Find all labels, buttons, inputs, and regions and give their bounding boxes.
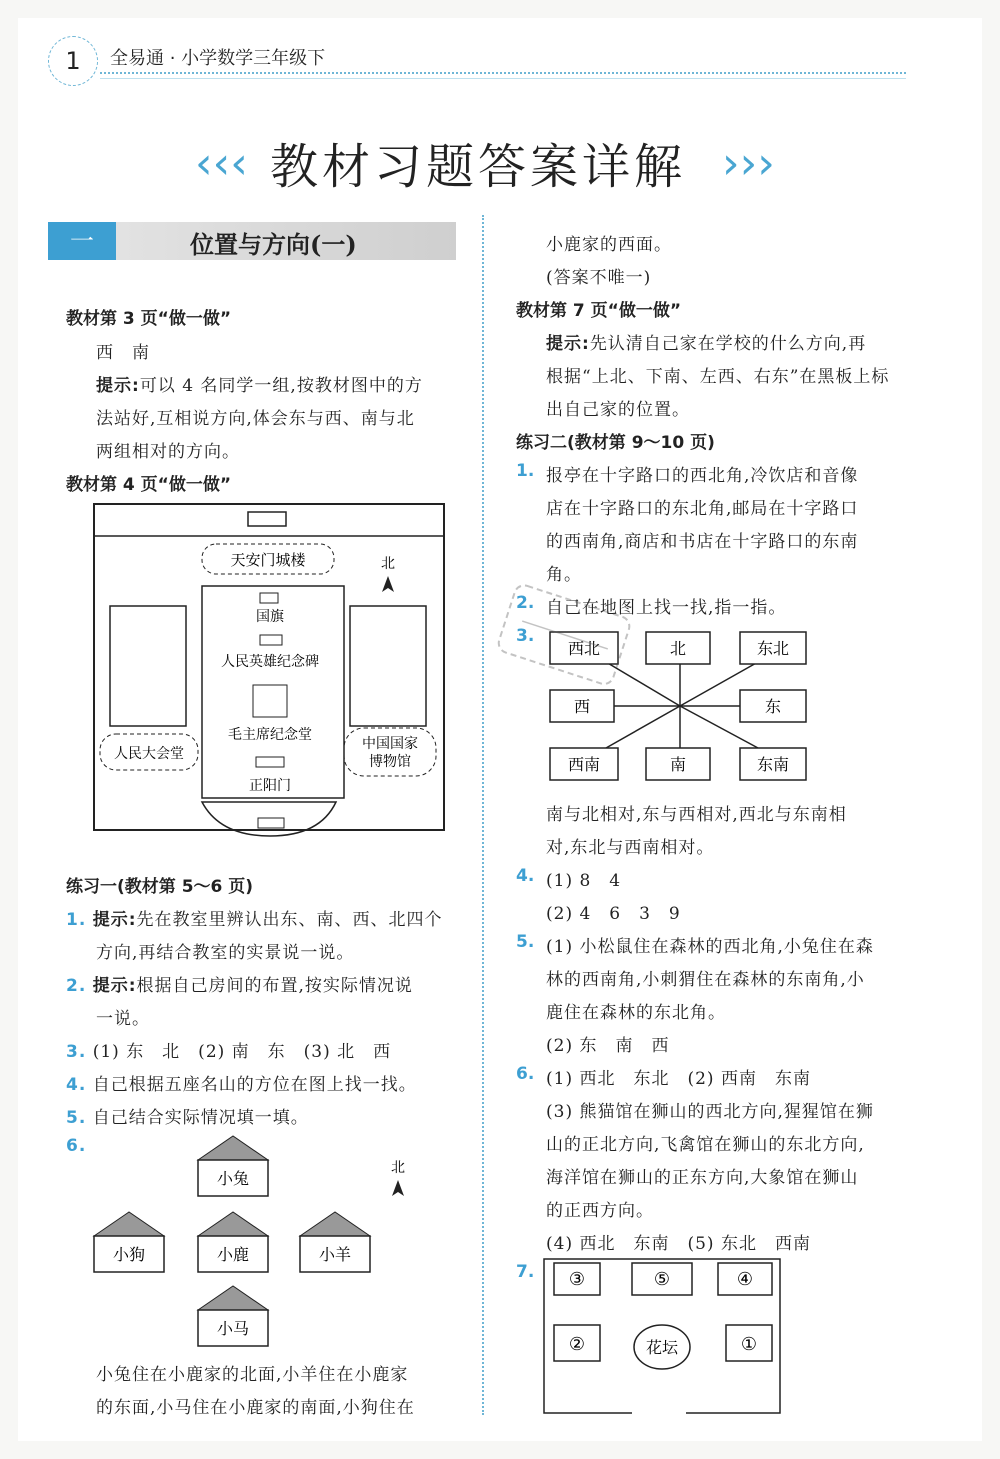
q6-answer-line: 的东面,小马住在小鹿家的南面,小狗住在 [96,1398,415,1418]
p4-heading: 教材第 4 页“做一做” [66,475,232,495]
ex2-q6-line: (3) 熊猫馆在狮山的西北方向,猩猩馆在狮 [546,1102,874,1122]
ex2-q6-line: 山的正北方向,飞禽馆在狮山的东北方向, [546,1135,865,1155]
park-5: ⑤ [653,1269,671,1290]
compass-sw: 西南 [567,755,601,774]
ex2-q1-line: 角。 [546,565,582,585]
ex2-q1-line: 店在十字路口的东北角,邮局在十字路口 [546,499,859,519]
column-divider [482,215,484,1415]
svg-text:小鹿: 小鹿 [216,1245,250,1264]
ex2-q3-line: 南与北相对,东与西相对,西北与东南相 [546,805,847,825]
ex2-num: 7. [516,1262,535,1282]
park-3: ③ [568,1269,586,1290]
map-flag: 国旗 [256,609,284,625]
map-mausoleum: 毛主席纪念堂 [228,727,312,743]
p3-answer: 西 南 [96,343,150,363]
p7-heading: 教材第 7 页“做一做” [516,301,682,321]
main-title: 教材习题答案详解 [270,139,687,195]
ex2-num: 4. [516,866,535,886]
ex1-q5: 5. 自己结合实际情况填一填。 [66,1108,309,1128]
ex2-q4-line: (1) 8 4 [546,871,622,891]
map-museum: 博物馆 [369,754,411,770]
page-number: 1 [48,36,98,86]
ex2-num: 5. [516,932,535,952]
map-monument: 人民英雄纪念碑 [221,654,319,670]
p3-heading: 教材第 3 页“做一做” [66,309,232,329]
p3-hint-line: 法站好,互相说方向,体会东与西、南与北 [96,409,415,429]
houses-diagram [90,1130,450,1352]
north-arrow-icon [392,1180,404,1196]
houses-north-label: 北 [391,1160,405,1176]
ex2-q5-line: 林的西南角,小刺猬住在森林的东南角,小 [546,970,865,990]
p7-hint-line: 出自己家的位置。 [546,400,690,420]
header-rule-2 [100,78,906,79]
ex1-q2-line: 一说。 [96,1009,150,1029]
ex1-q1-line: 方向,再结合教室的实景说一说。 [96,943,355,963]
ex2-q5-line: 鹿住在森林的东北角。 [546,1003,726,1023]
ex2-q6-line: 的正西方向。 [546,1201,654,1221]
p7-hint: 提示:先认清自己家在学校的什么方向,再 [546,334,867,354]
compass-ne: 东北 [756,639,790,658]
ex2-num: 1. [516,461,535,481]
park-1: ① [740,1334,758,1355]
park-2: ② [568,1334,586,1355]
svg-text:小羊: 小羊 [318,1245,352,1264]
compass-w: 西 [573,697,591,716]
map-museum: 中国国家 [362,736,418,752]
map-north-label: 北 [381,556,395,572]
chevron-left-icon: ‹‹‹ [195,138,248,189]
ex2-q6-line: 海洋馆在狮山的正东方向,大象馆在狮山 [546,1168,859,1188]
north-arrow-icon [382,576,394,592]
tiananmen-map [90,500,450,860]
park-4: ④ [736,1269,754,1290]
house-sheep [300,1212,370,1272]
p3-hint-line: 两组相对的方向。 [96,442,240,462]
compass-se: 东南 [756,755,790,774]
house-dog [94,1212,164,1272]
house-rabbit [198,1136,268,1196]
p7-hint-line: 根据“上北、下南、左西、右东”在黑板上标 [546,367,890,387]
map-tiananmen: 天安门城楼 [230,551,306,569]
cont-line: (答案不唯一) [546,268,652,288]
chevron-right-icon: ››› [722,138,775,189]
ex2-q6-line: (1) 西北 东北 (2) 西南 东南 [546,1069,811,1089]
compass-e: 东 [764,697,782,716]
compass-s: 南 [669,755,687,774]
ex1-q3: 3. (1) 东 北 (2) 南 东 (3) 北 西 [66,1042,392,1062]
ex2-num: 3. [516,626,535,646]
ex2-q3-line: 对,东北与西南相对。 [546,838,715,858]
park-diagram [540,1255,790,1420]
p3-hint: 提示:可以 4 名同学一组,按教材图中的方 [96,376,423,396]
ex2-heading: 练习二(教材第 9～10 页) [516,433,715,453]
ex2-q5-line: (2) 东 南 西 [546,1036,670,1056]
ex1-heading: 练习一(教材第 5～6 页) [66,877,254,897]
compass-nw: 西北 [567,639,601,658]
ex1-q6: 6. [66,1136,87,1156]
ex2-q5-line: (1) 小松鼠住在森林的西北角,小兔住在森 [546,937,874,957]
ex2-q4-line: (2) 4 6 3 9 [546,904,681,924]
compass-n: 北 [669,639,687,658]
house-horse [198,1286,268,1346]
ex2-q2-line: 自己在地图上找一找,指一指。 [546,598,787,618]
svg-text:小马: 小马 [216,1319,250,1338]
park-flowerbed: 花坛 [645,1338,679,1357]
ex2-q6-line: (4) 西北 东南 (5) 东北 西南 [546,1234,811,1254]
ex2-q1-line: 报亭在十字路口的西北角,冷饮店和音像 [546,466,859,486]
map-great-hall: 人民大会堂 [114,746,184,762]
ex1-q1: 1. 提示:先在教室里辨认出东、南、西、北四个 [66,910,443,930]
header-rule [100,72,906,74]
map-zhengyang: 正阳门 [249,778,291,794]
section-number: 一 [48,222,116,260]
svg-text:小兔: 小兔 [216,1169,250,1188]
q6-answer-line: 小兔住在小鹿家的北面,小羊住在小鹿家 [96,1365,409,1385]
ex2-q1-line: 的西南角,商店和书店在十字路口的东南 [546,532,859,552]
ex1-q2: 2. 提示:根据自己房间的布置,按实际情况说 [66,976,413,996]
cont-line: 小鹿家的西面。 [546,235,672,255]
svg-text:小狗: 小狗 [112,1245,146,1264]
ex2-num: 2. [516,593,535,613]
section-title: 位置与方向(一) [190,230,357,259]
ex2-num: 6. [516,1064,535,1084]
book-title: 全易通 · 小学数学三年级下 [110,48,326,69]
ex1-q4: 4. 自己根据五座名山的方位在图上找一找。 [66,1075,417,1095]
house-deer [198,1212,268,1272]
